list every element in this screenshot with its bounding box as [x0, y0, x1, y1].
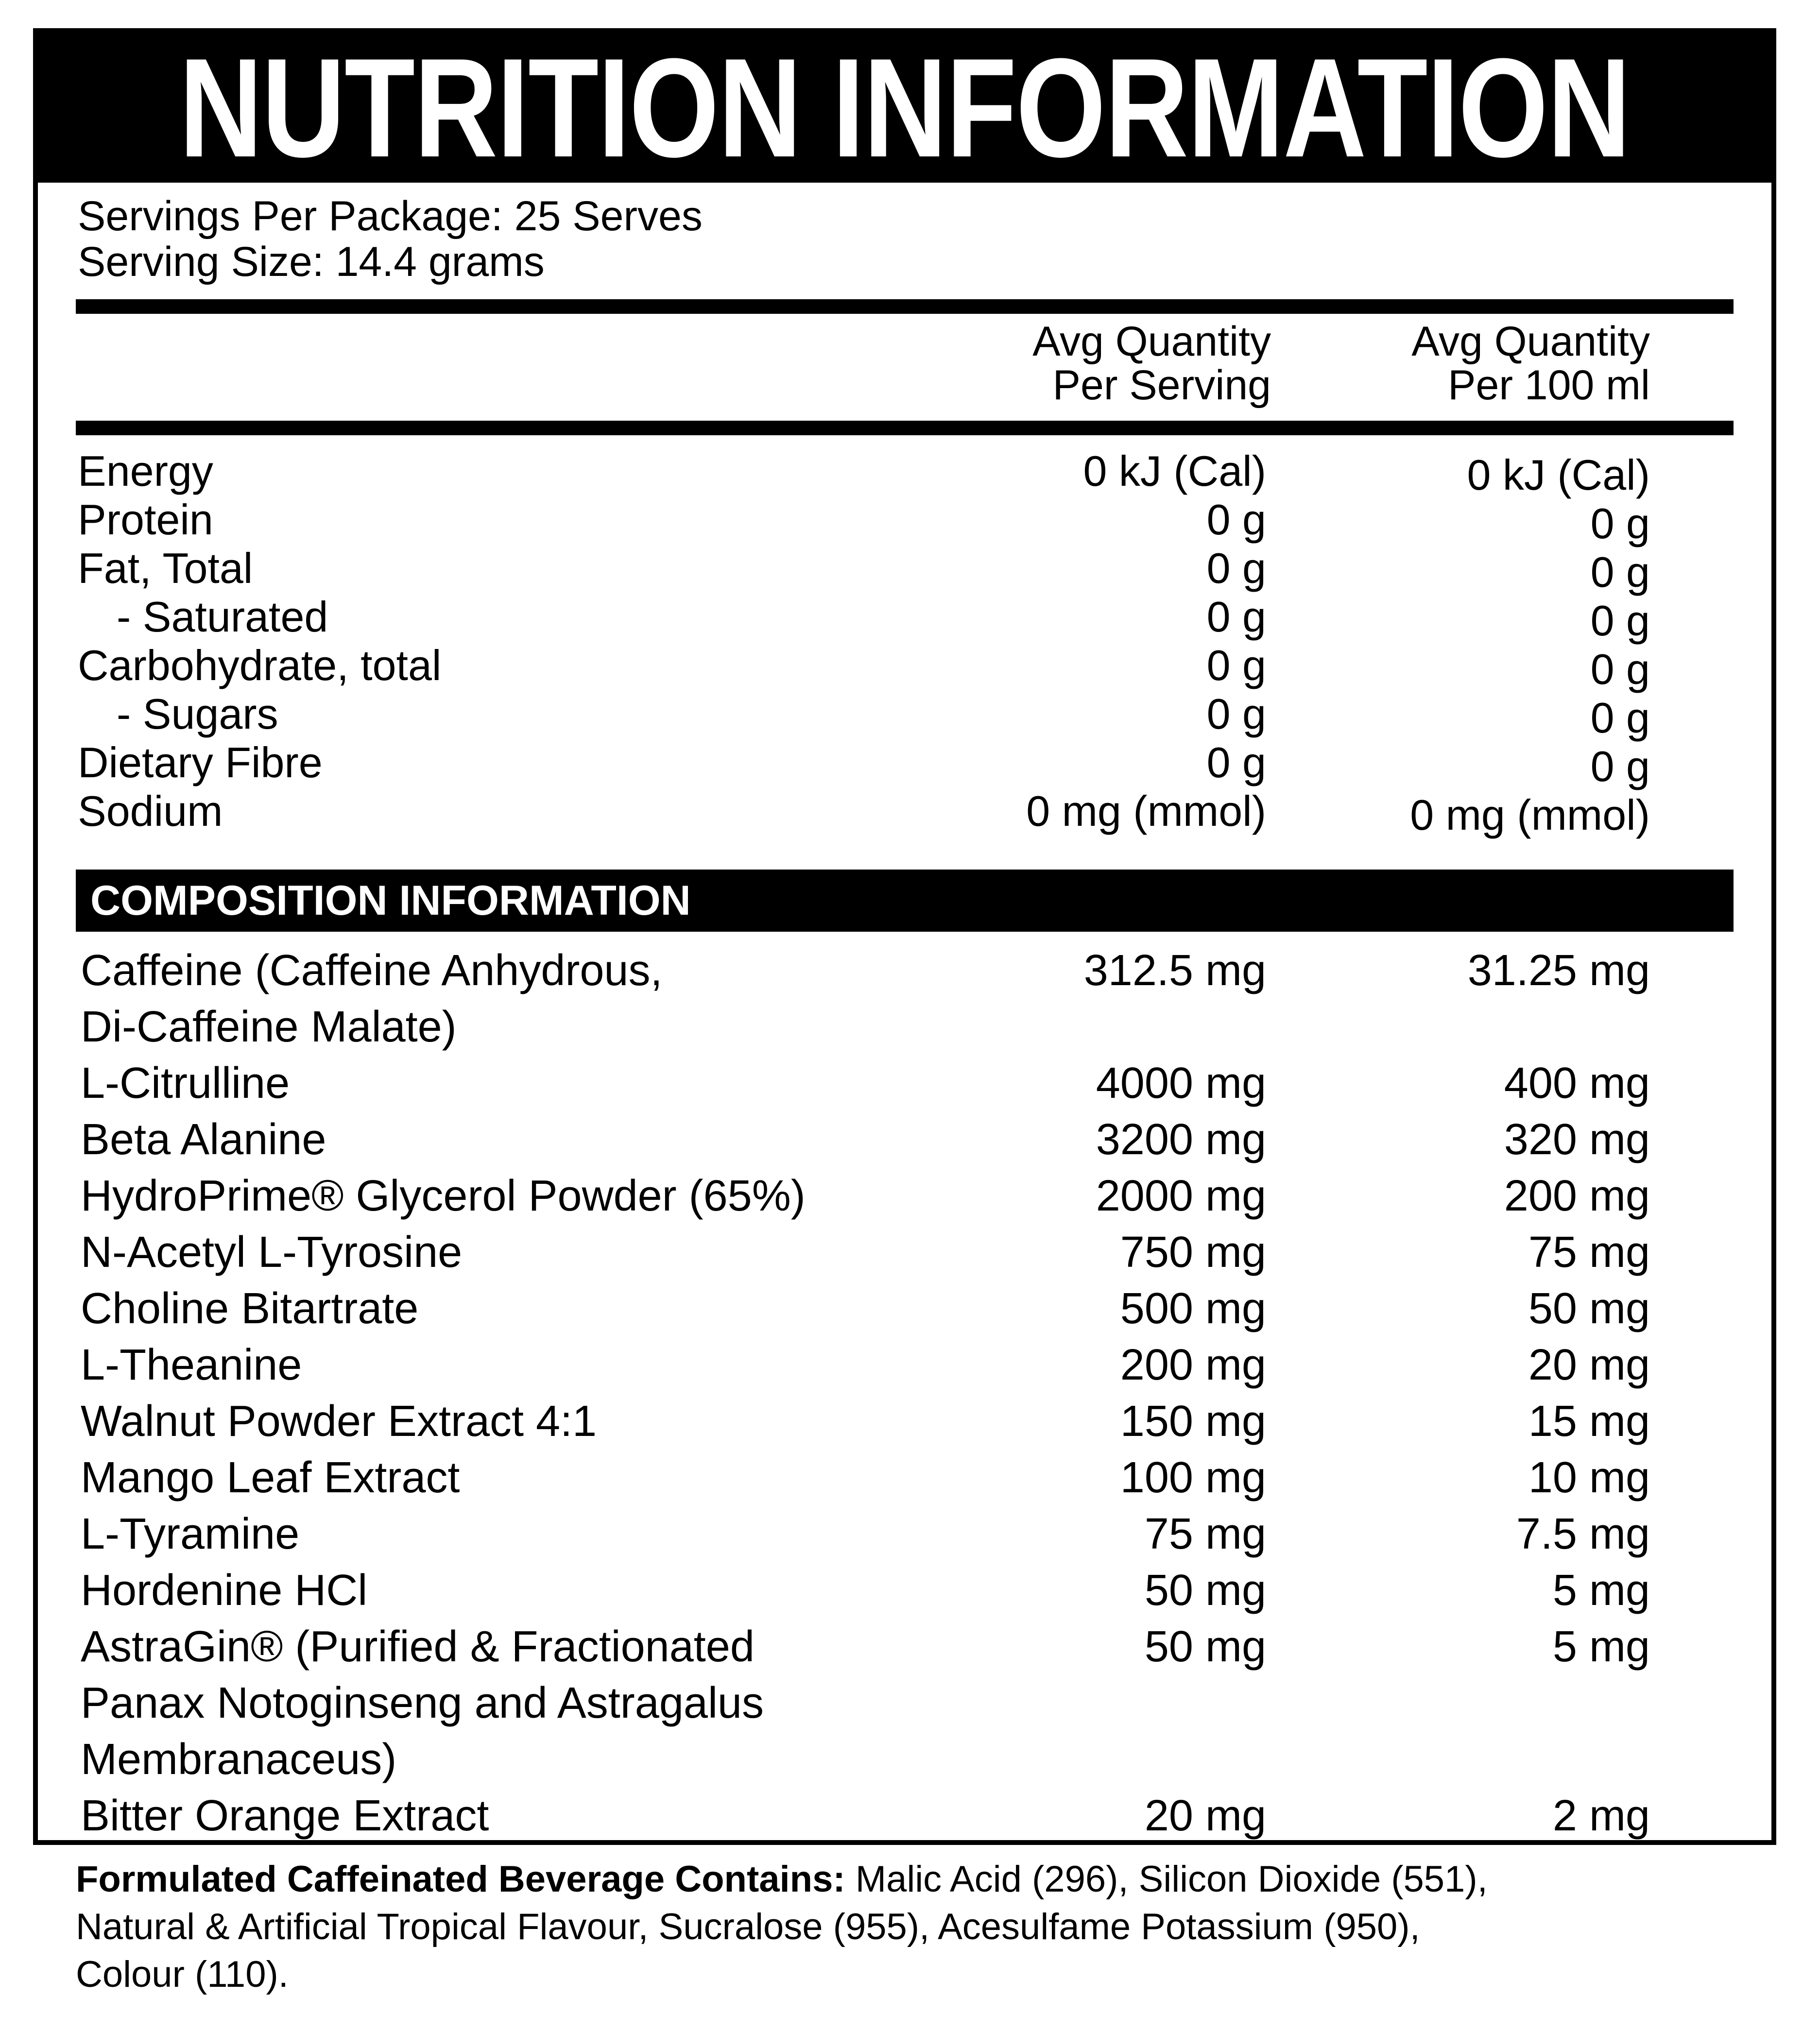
ingredient-label-line: L-Tyramine — [81, 1510, 300, 1558]
ingredient-label — [81, 1168, 806, 1224]
nutrient-label: - Saturated — [117, 593, 328, 641]
nutrient-label: Fat, Total — [78, 544, 253, 592]
value-per-100ml: 200 mg — [1504, 1172, 1650, 1220]
value-per-serving: 75 mg — [1144, 1510, 1266, 1558]
ingredients-note — [76, 1856, 1752, 1998]
value-per-serving: 150 mg — [1120, 1397, 1266, 1446]
ingredient-label-line: Bitter Orange Extract — [81, 1792, 489, 1840]
ingredient-label — [81, 942, 662, 1055]
value-per-100ml: 50 mg — [1528, 1284, 1650, 1333]
value-per-serving: 20 mg — [1144, 1792, 1266, 1840]
value-per-100ml: 5 mg — [1552, 1566, 1650, 1615]
ingredient-label-line: Choline Bitartrate — [81, 1284, 419, 1333]
ingredients-line: Colour (110). — [76, 1954, 289, 1995]
value-per-serving: 2000 mg — [1096, 1172, 1266, 1220]
ingredient-label — [81, 1224, 462, 1280]
divider-thick-top — [76, 299, 1734, 314]
value-per-serving: 100 mg — [1120, 1453, 1266, 1502]
composition-title: COMPOSITION INFORMATION — [90, 877, 691, 924]
value-per-100ml: 2 mg — [1552, 1792, 1650, 1840]
value-per-serving: 50 mg — [1144, 1566, 1266, 1615]
ingredient-label — [81, 1450, 460, 1506]
value-per-100ml: 20 mg — [1528, 1341, 1650, 1389]
value-per-100ml: 15 mg — [1528, 1397, 1650, 1446]
value-per-serving: 500 mg — [1120, 1284, 1266, 1333]
value-per-serving: 0 g — [1206, 690, 1266, 738]
ingredients-line: Natural & Artificial Tropical Flavour, Sucralose (955), Acesulfame Potassium (950), — [76, 1906, 1420, 1947]
column-header-per-serving — [1032, 320, 1271, 407]
value-per-serving: 0 g — [1206, 495, 1266, 544]
ingredient-label-line: L-Citrulline — [81, 1059, 290, 1108]
servings-per-package: Servings Per Package: 25 Serves — [78, 193, 703, 239]
ingredient-label-line: Caffeine (Caffeine Anhydrous, — [81, 946, 663, 995]
column-header-line: Per Serving — [1052, 362, 1271, 409]
title-bar — [38, 29, 1771, 187]
nutrition-row — [38, 495, 1771, 547]
ingredient-label — [81, 1788, 489, 1844]
nutrition-row — [38, 787, 1771, 839]
value-per-100ml: 0 mg (mmol) — [1410, 791, 1650, 839]
value-per-100ml: 31.25 mg — [1467, 946, 1650, 995]
value-per-100ml: 320 mg — [1504, 1115, 1650, 1164]
value-per-serving: 0 g — [1206, 544, 1266, 592]
value-per-100ml: 400 mg — [1504, 1059, 1650, 1108]
ingredients-note-lead — [76, 1859, 1488, 1900]
ingredient-label-line: L-Theanine — [81, 1341, 302, 1389]
nutrient-label: Energy — [78, 447, 213, 495]
ingredient-label-line: Membranaceus) — [81, 1735, 397, 1784]
nutrient-label: Protein — [78, 495, 213, 544]
column-header-per-100ml — [1411, 320, 1650, 407]
column-header-line: Avg Quantity — [1032, 318, 1271, 365]
value-per-serving: 750 mg — [1120, 1228, 1266, 1277]
ingredient-label — [81, 1562, 367, 1619]
value-per-100ml: 0 g — [1590, 742, 1650, 790]
value-per-serving: 312.5 mg — [1083, 946, 1266, 995]
nutrition-row — [38, 690, 1771, 742]
value-per-serving: 0 mg (mmol) — [1026, 787, 1266, 835]
ingredient-label — [81, 1337, 302, 1393]
value-per-100ml: 75 mg — [1528, 1228, 1650, 1277]
nutrient-label: Sodium — [78, 787, 223, 835]
nutrition-row — [38, 544, 1771, 596]
ingredient-label-line: Beta Alanine — [81, 1115, 326, 1164]
ingredient-label-line: Panax Notoginseng and Astragalus — [81, 1679, 764, 1727]
nutrition-row — [38, 447, 1771, 499]
ingredient-label-line: Di-Caffeine Malate) — [81, 1003, 457, 1051]
ingredient-label-line: HydroPrime® Glycerol Powder (65%) — [81, 1172, 806, 1220]
value-per-100ml: 0 g — [1590, 499, 1650, 547]
value-per-serving: 200 mg — [1120, 1341, 1266, 1389]
value-per-100ml: 10 mg — [1528, 1453, 1650, 1502]
value-per-100ml: 0 g — [1590, 548, 1650, 596]
column-header-line: Per 100 ml — [1448, 362, 1650, 409]
value-per-serving: 0 g — [1206, 593, 1266, 641]
value-per-100ml: 0 kJ (Cal) — [1467, 451, 1650, 499]
ingredient-label-line: Hordenine HCl — [81, 1566, 368, 1615]
value-per-100ml: 0 g — [1590, 645, 1650, 693]
nutrition-row — [38, 593, 1771, 645]
ingredient-label — [81, 1506, 299, 1562]
nutrition-row — [38, 641, 1771, 693]
value-per-100ml: 7.5 mg — [1516, 1510, 1650, 1558]
nutrient-label: Carbohydrate, total — [78, 641, 442, 689]
value-per-100ml: 0 g — [1590, 694, 1650, 742]
value-per-100ml: 0 g — [1590, 597, 1650, 645]
nutrient-label: - Sugars — [117, 690, 278, 738]
ingredient-label — [81, 1055, 290, 1111]
divider-thick-mid — [76, 421, 1734, 435]
value-per-serving: 50 mg — [1144, 1622, 1266, 1671]
nutrition-panel — [33, 28, 1776, 1845]
value-per-serving: 3200 mg — [1096, 1115, 1266, 1164]
value-per-serving: 4000 mg — [1096, 1059, 1266, 1108]
ingredients-lead: Formulated Caffeinated Beverage Contains: — [76, 1859, 845, 1900]
ingredient-label — [81, 1619, 764, 1788]
nutrient-label: Dietary Fibre — [78, 738, 323, 786]
column-header-line: Avg Quantity — [1411, 318, 1650, 365]
ingredient-label-line: AstraGin® (Purified & Fractionated — [81, 1622, 755, 1671]
value-per-serving: 0 kJ (Cal) — [1083, 447, 1266, 495]
composition-header-bar — [76, 870, 1734, 932]
ingredient-label-line: Mango Leaf Extract — [81, 1453, 460, 1502]
ingredient-label-line: N-Acetyl L-Tyrosine — [81, 1228, 463, 1277]
ingredient-label — [81, 1393, 597, 1450]
ingredient-label — [81, 1111, 326, 1168]
panel-title: NUTRITION INFORMATION — [179, 29, 1631, 187]
ingredient-label-line: Walnut Powder Extract 4:1 — [81, 1397, 597, 1446]
nutrition-row — [38, 738, 1771, 790]
value-per-serving: 0 g — [1206, 738, 1266, 786]
serving-size: Serving Size: 14.4 grams — [78, 239, 545, 285]
ingredients-line: Malic Acid (296), Silicon Dioxide (551), — [845, 1859, 1488, 1900]
value-per-serving: 0 g — [1206, 641, 1266, 689]
serving-info — [78, 193, 703, 285]
ingredient-label — [81, 1280, 418, 1337]
value-per-100ml: 5 mg — [1552, 1622, 1650, 1671]
